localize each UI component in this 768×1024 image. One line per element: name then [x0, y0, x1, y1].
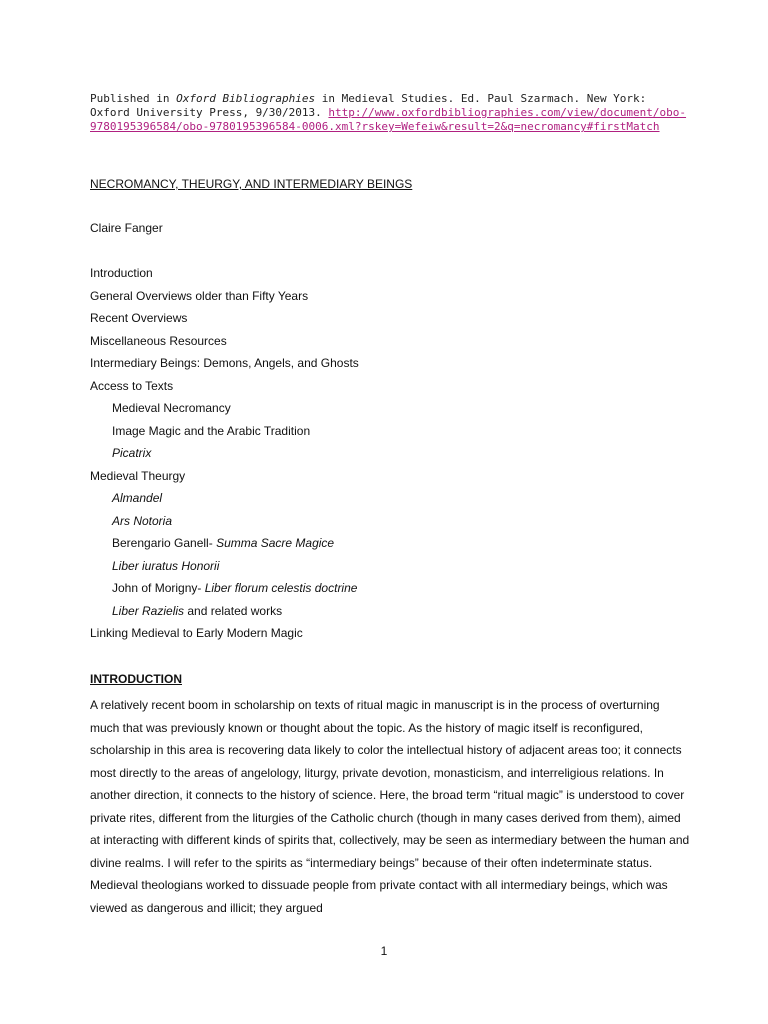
- toc-subitem: Liber iuratus Honorii: [112, 558, 220, 573]
- toc-item: Linking Medieval to Early Modern Magic: [90, 626, 303, 640]
- toc-subitem: Berengario Ganell- Summa Sacre Magice: [112, 536, 335, 550]
- toc-item: Intermediary Beings: Demons, Angels, and Ghosts: [90, 356, 359, 370]
- toc-subitem: Ars Notoria: [112, 513, 173, 528]
- introduction-paragraph: A relatively recent boom in scholarship on texts of ritual magic in manuscript is in the process of overturning much that was previously known or thought about the topic. As the history of magic itself is reconfigured, scholarship in this area is recovering data likely to color the intellectual history of adjacent areas too; it connects most directly to the areas of angelology, liturgy, private devotion, monasticism, and interreligious relations. In another direction, it connects to the history of science. Here, the broad term “ritual magic” is understood to cover private rites, different from the liturgies of the Catholic church (though in many cases derived from them), aimed at interacting with different kinds of spirits that, collectively, may be seen as intermediary between the human and divine realms. I will refer to the spirits as “intermediary beings” because of their often indeterminate status. Medieval theologians worked to dissuade people from private contact with all intermediary beings, which was viewed as dangerous and illicit; they argued: [90, 698, 690, 915]
- citation-details: in Medieval Studies. Ed. Paul Szarmach. New York: Oxford University Press, 9/30/2013.: [90, 92, 647, 120]
- citation-prefix: Published in: [90, 92, 177, 105]
- toc-subitem: Medieval Necromancy: [112, 401, 231, 415]
- author-name: Claire Fanger: [90, 221, 163, 235]
- toc-subitem: Almandel: [112, 491, 163, 505]
- citation-journal: Oxford Bibliographies: [176, 92, 316, 105]
- introduction-heading: INTRODUCTION: [90, 672, 182, 686]
- toc-item: Medieval Theurgy: [90, 468, 186, 483]
- citation-url-link[interactable]: http://www.oxfordbibliographies.com/view/document/obo-9780195396584/obo-9780195396584-0006.xml?rskey=Wefeiw&result=2&q=necromancy#firstMatch: [90, 106, 687, 134]
- page-number: 1: [380, 944, 388, 958]
- toc-item: Access to Texts: [90, 378, 174, 393]
- toc-subitem: Liber Razielis and related works: [112, 603, 283, 618]
- document-title: NECROMANCY, THEURGY, AND INTERMEDIARY BEINGS: [90, 177, 413, 191]
- toc-subitem: Image Magic and the Arabic Tradition: [112, 423, 311, 438]
- toc-subitem: Picatrix: [112, 446, 152, 460]
- toc-subitem: John of Morigny- Liber florum celestis doctrine: [112, 581, 358, 595]
- toc-item: Introduction: [90, 266, 153, 280]
- toc-item: General Overviews older than Fifty Years: [90, 288, 309, 303]
- toc-item: Recent Overviews: [90, 311, 188, 325]
- table-of-contents: [90, 266, 359, 649]
- publication-citation: [90, 92, 690, 135]
- toc-item: Miscellaneous Resources: [90, 333, 227, 348]
